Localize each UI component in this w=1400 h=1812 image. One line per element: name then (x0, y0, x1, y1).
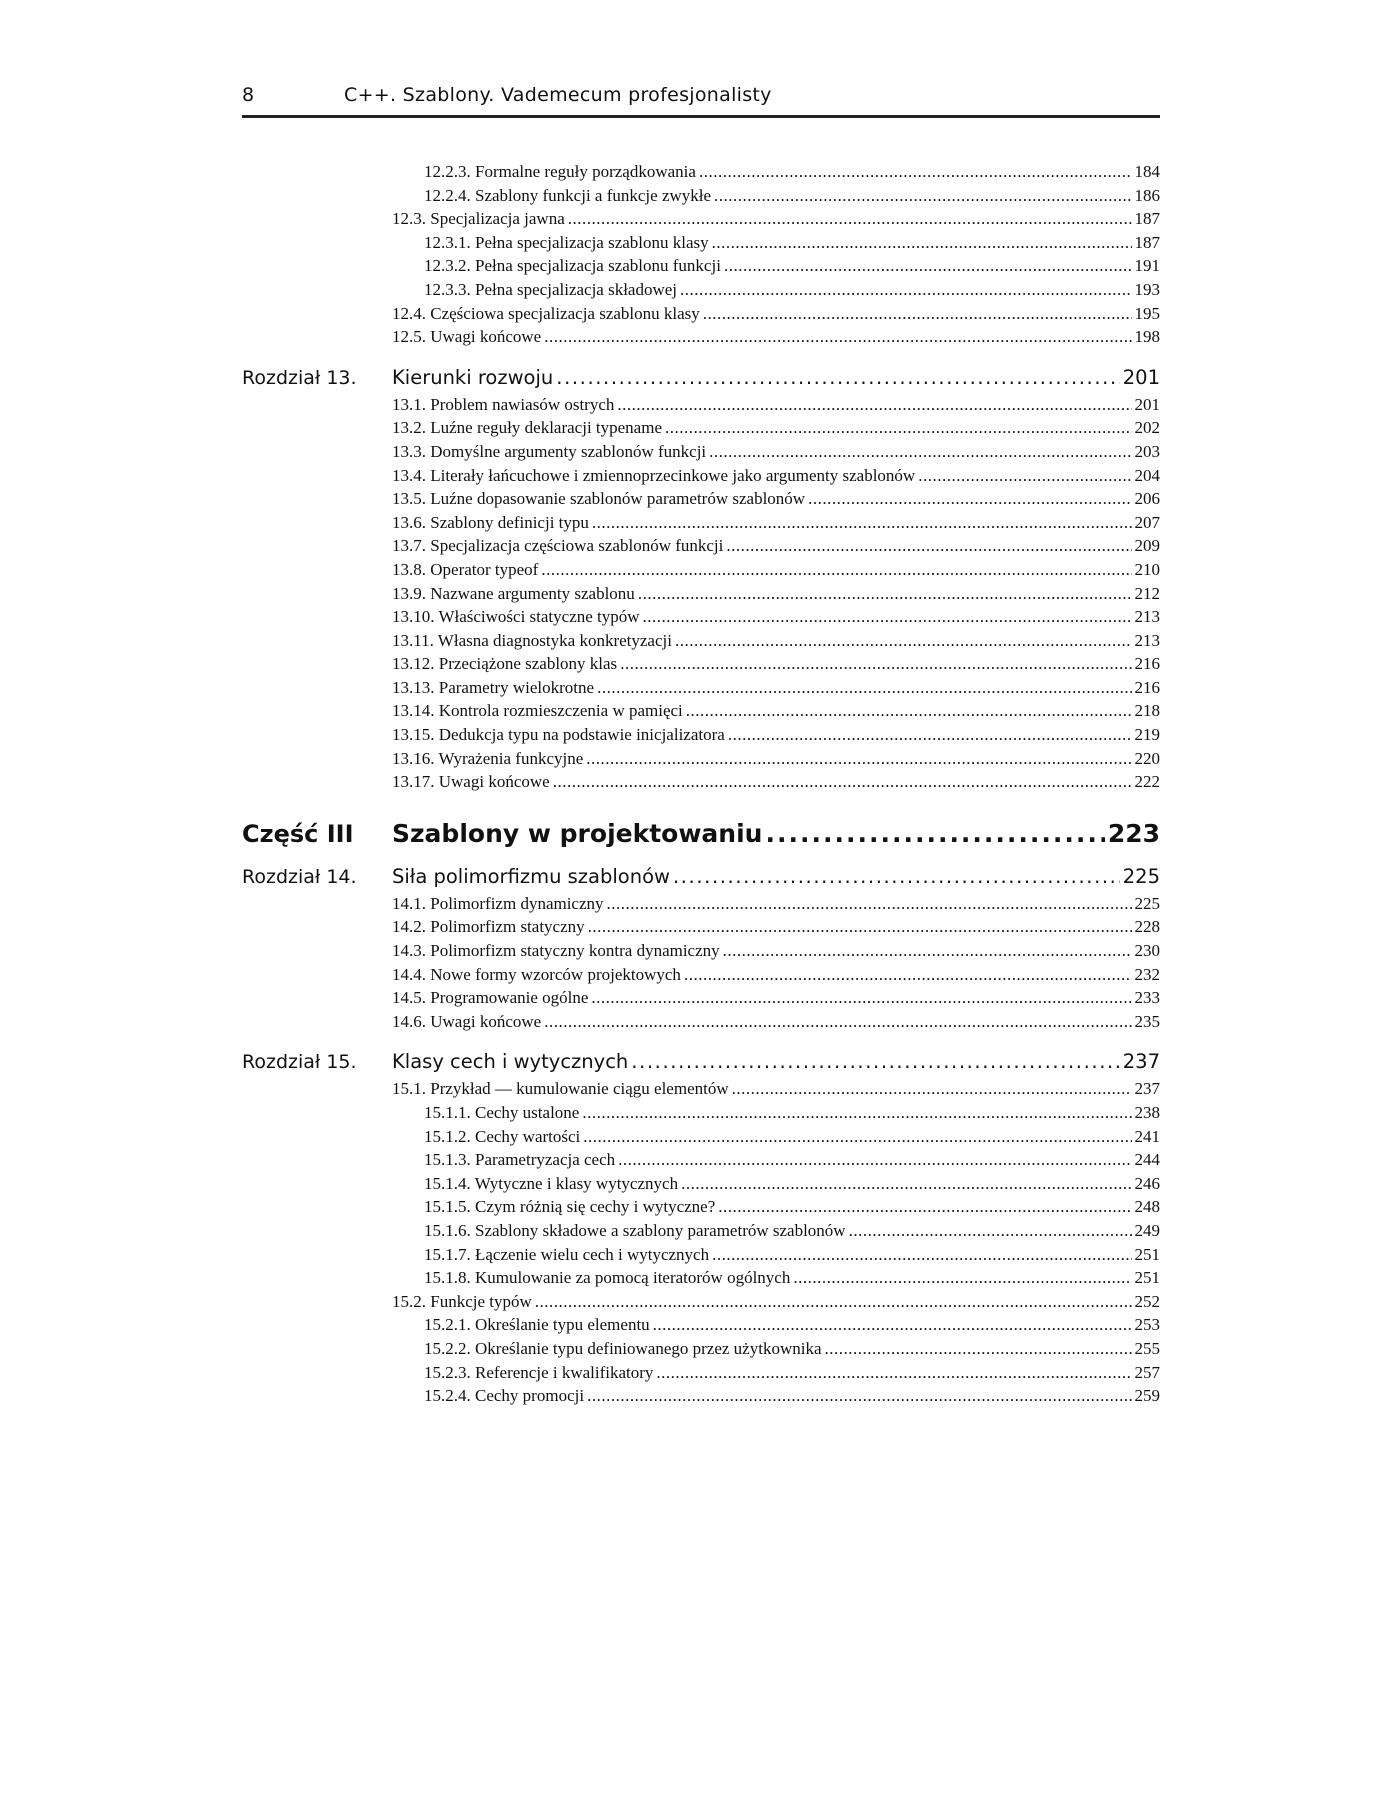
dot-leader (684, 963, 1132, 987)
toc-entry-subsection[interactable] (242, 231, 1160, 255)
toc-entry-subsection[interactable] (242, 1195, 1160, 1219)
toc-entry-section[interactable] (242, 207, 1160, 231)
dot-leader (638, 582, 1132, 606)
toc-entry-section[interactable] (242, 464, 1160, 488)
toc-entry-section[interactable] (242, 302, 1160, 326)
toc-entry-section[interactable] (242, 511, 1160, 535)
toc-entry-title: 13.3. Domyślne argumenty szablonów funkcji (392, 441, 707, 461)
toc-entry-title: 12.5. Uwagi końcowe (392, 327, 542, 347)
toc-entry-section[interactable] (242, 1290, 1160, 1314)
dot-leader (714, 184, 1131, 208)
dot-leader (617, 393, 1131, 417)
toc-entry-title: 15.2.4. Cechy promocji (424, 1386, 585, 1406)
toc-entry-page: 218 (1134, 701, 1160, 721)
toc-entry-subsection[interactable] (242, 1361, 1160, 1385)
dot-leader (618, 1148, 1131, 1172)
toc-entry-page: 191 (1134, 256, 1160, 276)
toc-entry-subsection[interactable] (242, 1337, 1160, 1361)
toc-entry-section[interactable] (242, 393, 1160, 417)
dot-leader (918, 464, 1131, 488)
toc-entry-subsection[interactable] (242, 184, 1160, 208)
toc-entry-page: 230 (1134, 941, 1160, 961)
toc-entry-title: 15.1.8. Kumulowanie za pomocą iteratorów ogólnych (424, 1268, 791, 1288)
dot-leader (568, 207, 1132, 231)
toc-entry-section[interactable] (242, 582, 1160, 606)
dot-leader (718, 1195, 1131, 1219)
toc-entry-chapter[interactable] (242, 1047, 1160, 1077)
toc-entry-page: 246 (1134, 1173, 1160, 1193)
toc-entry-page: 204 (1134, 465, 1160, 485)
toc-entry-title: 13.4. Literały łańcuchowe i zmiennoprzecinkowe jako argumenty szablonów (392, 465, 916, 485)
toc-entry-title: 12.3.2. Pełna specjalizacja szablonu funkcji (424, 256, 721, 276)
toc-entry-page: 219 (1134, 725, 1160, 745)
toc-entry-page: 195 (1134, 303, 1160, 323)
toc-entry-page: 213 (1134, 607, 1160, 627)
toc-entry-title: 13.1. Problem nawiasów ostrych (392, 394, 615, 414)
toc-entry-page: 203 (1134, 441, 1160, 461)
dot-leader (583, 1125, 1131, 1149)
toc-entry-page: 252 (1134, 1291, 1160, 1311)
chapter-label: Rozdział 15. (242, 1051, 357, 1074)
dot-leader (681, 1172, 1131, 1196)
dot-leader (732, 1077, 1132, 1101)
toc-entry-page: 233 (1134, 988, 1160, 1008)
toc-entry-page: 209 (1134, 536, 1160, 556)
toc-entry-page: 220 (1134, 748, 1160, 768)
toc-entry-title: 14.1. Polimorfizm dynamiczny (392, 893, 604, 913)
toc-entry-subsection[interactable] (242, 1219, 1160, 1243)
toc-entry-section[interactable] (242, 652, 1160, 676)
toc-entry-title: 13.17. Uwagi końcowe (392, 772, 550, 792)
toc-entry-section[interactable] (242, 534, 1160, 558)
toc-entry-section[interactable] (242, 558, 1160, 582)
toc-entry-title: 13.15. Dedukcja typu na podstawie inicjalizatora (392, 725, 725, 745)
toc-entry-subsection[interactable] (242, 1172, 1160, 1196)
dot-leader (607, 892, 1132, 916)
toc-entry-page: 225 (1122, 864, 1160, 888)
dot-leader (535, 1290, 1132, 1314)
toc-entry-title: 13.5. Luźne dopasowanie szablonów parametrów szablonów (392, 489, 806, 509)
toc-entry-section[interactable] (242, 915, 1160, 939)
dot-leader (686, 699, 1132, 723)
header-rule (242, 115, 1160, 118)
toc-entry-section[interactable] (242, 747, 1160, 771)
dot-leader (643, 605, 1132, 629)
dot-leader (597, 676, 1131, 700)
toc-entry-page: 198 (1134, 327, 1160, 347)
toc-entry-title: 15.2. Funkcje typów (392, 1291, 532, 1311)
dot-leader (665, 416, 1132, 440)
dot-leader (541, 558, 1131, 582)
dot-leader (544, 1010, 1131, 1034)
toc-entry-page: 237 (1122, 1050, 1160, 1074)
section-spacer (242, 794, 1160, 814)
toc-entry-title: 15.1.2. Cechy wartości (424, 1126, 581, 1146)
section-spacer (242, 349, 1160, 363)
section-spacer (242, 1033, 1160, 1047)
toc-entry-section[interactable] (242, 699, 1160, 723)
dot-leader (553, 770, 1132, 794)
toc-entry-section[interactable] (242, 723, 1160, 747)
toc-entry-page: 216 (1134, 654, 1160, 674)
toc-entry-page: 237 (1134, 1079, 1160, 1099)
toc-entry-title: Szablony w projektowaniu (392, 818, 763, 848)
toc-entry-section[interactable] (242, 440, 1160, 464)
toc-entry-title: 14.5. Programowanie ogólne (392, 988, 589, 1008)
toc-entry-title: 13.16. Wyrażenia funkcyjne (392, 748, 584, 768)
toc-entry-page: 187 (1134, 232, 1160, 252)
dot-leader (728, 723, 1132, 747)
dot-leader (765, 814, 1104, 854)
toc-entry-page: 184 (1134, 162, 1160, 181)
toc-entry-section[interactable] (242, 605, 1160, 629)
page-number: 8 (242, 84, 255, 106)
toc-entry-page: 257 (1134, 1362, 1160, 1382)
toc-entry-section[interactable] (242, 892, 1160, 916)
dot-leader (699, 160, 1132, 184)
toc-entry-title: 14.6. Uwagi końcowe (392, 1011, 542, 1031)
dot-leader (673, 862, 1120, 892)
toc-entry-page: 206 (1134, 489, 1160, 509)
dot-leader (631, 1047, 1119, 1077)
toc-entry-subsection[interactable] (242, 1148, 1160, 1172)
dot-leader (620, 652, 1131, 676)
toc-entry-section[interactable] (242, 1077, 1160, 1101)
toc-entry-title: 13.7. Specjalizacja częściowa szablonów funkcji (392, 536, 724, 556)
toc-entry-page: 244 (1134, 1150, 1160, 1170)
toc-entry-section[interactable] (242, 939, 1160, 963)
toc-entry-title: 13.10. Właściwości statyczne typów (392, 607, 640, 627)
toc-entry-subsection[interactable] (242, 160, 1160, 184)
toc-entry-subsection[interactable] (242, 1384, 1160, 1408)
toc-entry-page: 225 (1134, 893, 1160, 913)
toc-entry-page: 222 (1134, 772, 1160, 792)
dot-leader (582, 1101, 1131, 1125)
dot-leader (712, 1243, 1131, 1267)
toc-entry-page: 232 (1134, 964, 1160, 984)
toc-entry-subsection[interactable] (242, 1313, 1160, 1337)
toc-entry-title: 15.1.1. Cechy ustalone (424, 1103, 580, 1122)
toc-entry-title: 15.2.3. Referencje i kwalifikatory (424, 1362, 654, 1382)
toc-entry-page: 248 (1134, 1197, 1160, 1217)
section-spacer (242, 854, 1160, 862)
toc-entry-page: 223 (1107, 818, 1160, 848)
toc-entry-section[interactable] (242, 986, 1160, 1010)
toc-entry-page: 186 (1134, 185, 1160, 205)
dot-leader (587, 1384, 1131, 1408)
chapter-label: Rozdział 13. (242, 366, 357, 389)
toc-entry-page: 202 (1134, 418, 1160, 438)
toc-entry-page: 251 (1134, 1244, 1160, 1264)
toc-entry-page: 187 (1134, 209, 1160, 229)
dot-leader (586, 747, 1131, 771)
toc-entry-subsection[interactable] (242, 1266, 1160, 1290)
toc-entry-page: 235 (1134, 1011, 1160, 1031)
toc-entry-chapter[interactable] (242, 862, 1160, 892)
toc-entry-title: 13.9. Nazwane argumenty szablonu (392, 583, 635, 603)
toc-entry-title: Klasy cech i wytycznych (392, 1050, 629, 1074)
toc-entry-title: 14.2. Polimorfizm statyczny (392, 917, 585, 937)
dot-leader (808, 487, 1131, 511)
toc-entry-title: 12.3.3. Pełna specjalizacja składowej (424, 279, 678, 299)
toc-entry-page: 216 (1134, 677, 1160, 697)
toc-entry-title: 12.3. Specjalizacja jawna (392, 209, 565, 229)
toc-entry-page: 212 (1134, 583, 1160, 603)
page-header (242, 84, 1160, 114)
toc-entry-page: 255 (1134, 1338, 1160, 1358)
toc-entry-title: 13.8. Operator typeof (392, 559, 539, 579)
dot-leader (849, 1219, 1132, 1243)
toc-entry-section[interactable] (242, 487, 1160, 511)
toc-entry-page: 210 (1134, 559, 1160, 579)
toc-entry-title: 14.4. Nowe formy wzorców projektowych (392, 964, 681, 984)
toc-entry-section[interactable] (242, 325, 1160, 349)
part-label: Część III (242, 819, 354, 848)
toc-entry-title: 15.1.3. Parametryzacja cech (424, 1150, 616, 1170)
toc-entry-subsection[interactable] (242, 1243, 1160, 1267)
toc-entry-title: 15.1.4. Wytyczne i klasy wytycznych (424, 1173, 679, 1193)
toc-entry-title: 15.1. Przykład — kumulowanie ciągu elementów (392, 1079, 729, 1099)
toc-entry-page: 249 (1134, 1220, 1160, 1240)
dot-leader (592, 511, 1132, 535)
toc-entry-title: 13.2. Luźne reguły deklaracji typename (392, 418, 662, 438)
toc-entry-page: 228 (1134, 917, 1160, 937)
toc-entry-page: 241 (1134, 1126, 1160, 1146)
toc-entry-part[interactable] (242, 814, 1160, 854)
toc-entry-page: 253 (1134, 1315, 1160, 1335)
toc-entry-page: 259 (1134, 1386, 1160, 1406)
toc-entry-page: 193 (1134, 279, 1160, 299)
toc-entry-title: 13.6. Szablony definicji typu (392, 512, 589, 532)
toc-entry-title: Siła polimorfizmu szablonów (392, 864, 670, 888)
dot-leader (712, 231, 1132, 255)
toc-entry-title: 12.2.3. Formalne reguły porządkowania (424, 162, 696, 181)
dot-leader (656, 1361, 1131, 1385)
toc-entry-subsection[interactable] (242, 1125, 1160, 1149)
toc-entry-title: 12.2.4. Szablony funkcji a funkcje zwykłe (424, 185, 712, 205)
toc-entry-page: 207 (1134, 512, 1160, 532)
chapter-label: Rozdział 14. (242, 865, 357, 888)
toc-entry-subsection[interactable] (242, 278, 1160, 302)
toc-entry-title: 13.12. Przeciążone szablony klas (392, 654, 618, 674)
toc-entry-title: 13.13. Parametry wielokrotne (392, 677, 595, 697)
dot-leader (556, 363, 1120, 393)
dot-leader (793, 1266, 1131, 1290)
toc-entry-title: 15.2.2. Określanie typu definiowanego przez użytkownika (424, 1338, 822, 1358)
toc-entry-title: 12.3.1. Pełna specjalizacja szablonu klasy (424, 232, 709, 252)
toc-entry-chapter[interactable] (242, 363, 1160, 393)
toc-entry-page: 201 (1134, 394, 1160, 414)
dot-leader (675, 629, 1132, 653)
dot-leader (544, 325, 1131, 349)
toc-entry-title: 13.11. Własna diagnostyka konkretyzacji (392, 630, 672, 650)
toc-entry-title: 15.1.6. Szablony składowe a szablony parametrów szablonów (424, 1220, 846, 1240)
toc-entry-subsection[interactable] (242, 254, 1160, 278)
dot-leader (591, 986, 1131, 1010)
dot-leader (703, 302, 1132, 326)
toc-entry-subsection[interactable] (242, 1101, 1160, 1125)
toc-entry-title: Kierunki rozwoju (392, 365, 554, 389)
toc-entry-page: 251 (1134, 1268, 1160, 1288)
toc-entry-section[interactable] (242, 629, 1160, 653)
dot-leader (825, 1337, 1132, 1361)
dot-leader (680, 278, 1131, 302)
dot-leader (709, 440, 1131, 464)
dot-leader (653, 1313, 1132, 1337)
toc-entry-title: 14.3. Polimorfizm statyczny kontra dynamiczny (392, 941, 720, 961)
toc-entry-title: 15.1.5. Czym różnią się cechy i wytyczne? (424, 1197, 716, 1217)
toc-entry-title: 12.4. Częściowa specjalizacja szablonu klasy (392, 303, 700, 323)
dot-leader (724, 254, 1132, 278)
book-title: C++. Szablony. Vademecum profesjonalisty (344, 84, 772, 106)
toc-entry-page: 238 (1134, 1103, 1160, 1122)
toc-entry-section[interactable] (242, 1010, 1160, 1034)
dot-leader (588, 915, 1132, 939)
dot-leader (726, 534, 1131, 558)
toc-entry-section[interactable] (242, 770, 1160, 794)
toc-entry-title: 15.2.1. Określanie typu elementu (424, 1315, 650, 1335)
table-of-contents (242, 160, 1160, 1408)
toc-entry-page: 213 (1134, 630, 1160, 650)
toc-entry-section[interactable] (242, 963, 1160, 987)
toc-entry-title: 15.1.7. Łączenie wielu cech i wytycznych (424, 1244, 710, 1264)
toc-entry-page: 201 (1122, 365, 1160, 389)
toc-entry-section[interactable] (242, 416, 1160, 440)
toc-entry-title: 13.14. Kontrola rozmieszczenia w pamięci (392, 701, 683, 721)
dot-leader (723, 939, 1132, 963)
toc-entry-section[interactable] (242, 676, 1160, 700)
